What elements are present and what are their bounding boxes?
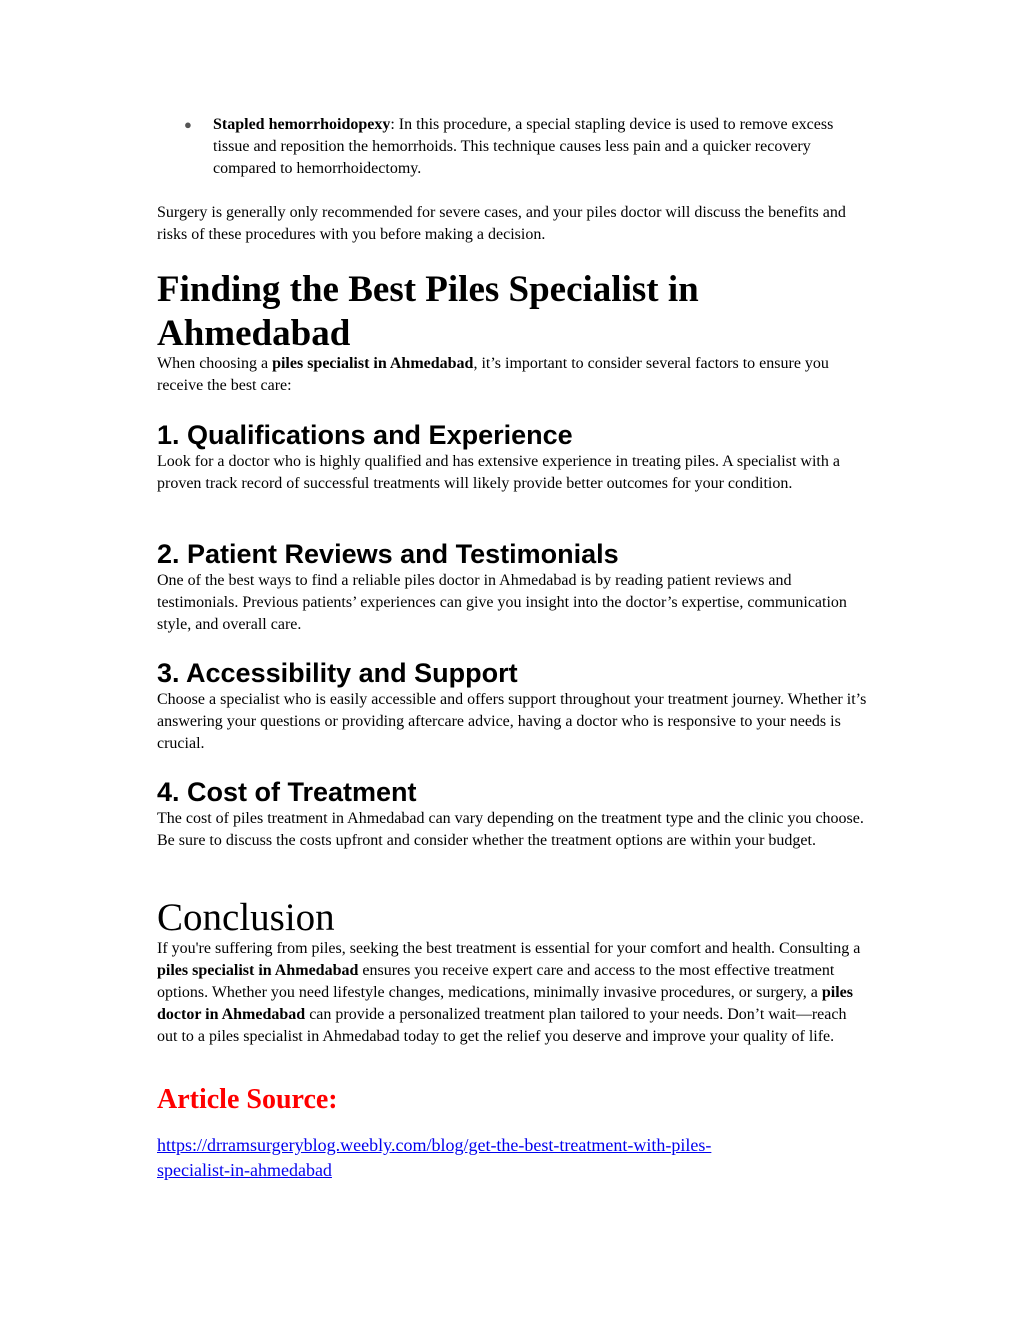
- factor-1-text: Look for a doctor who is highly qualified and has extensive experience in treating piles. A specialist with a proven track record of successful treatments will likely provide better outcomes for your condition.: [157, 453, 840, 492]
- factor-2-text: One of the best ways to find a reliable piles doctor in Ahmedabad is by reading patient reviews and testimonials. Previous patients’ experiences can give you insight into the doctor’s expertise, communication style, and overall care.: [157, 572, 847, 633]
- conclusion-part1: If you're suffering from piles, seeking the best treatment is essential for your comfort and health. Consulting a: [157, 940, 861, 957]
- finding-intro-before: When choosing a: [157, 355, 273, 372]
- conclusion-text: [157, 938, 869, 1048]
- factor-3-title: 3. Accessibility and Support: [157, 658, 518, 688]
- article-source-link[interactable]: [157, 1133, 869, 1183]
- surgery-note: Surgery is generally only recommended for severe cases, and your piles doctor will discuss the benefits and risks of these procedures with you before making a decision.: [157, 204, 846, 243]
- finding-intro: [157, 353, 869, 397]
- factor-2-title: 2. Patient Reviews and Testimonials: [157, 539, 619, 569]
- factor-3-text: Choose a specialist who is easily accessible and offers support throughout your treatment journey. Whether it’s answering your questions or providing aftercare advice, having a doctor who is responsive to your needs is crucial.: [157, 691, 867, 752]
- bullet-item-stapled-hemorrhoidopexy: [213, 114, 873, 180]
- article-source-heading: Article Source:: [157, 1084, 338, 1115]
- article-source-url-line1[interactable]: https://drramsurgeryblog.weebly.com/blog/get-the-best-treatment-with-piles-: [157, 1135, 712, 1155]
- factor-1-title: 1. Qualifications and Experience: [157, 420, 573, 450]
- bullet-term: Stapled hemorrhoidopexy: [213, 116, 391, 133]
- conclusion-part3: can provide a personalized treatment plan tailored to your needs. Don’t wait—reach out to a piles specialist in Ahmedabad today to get the relief you deserve and improve your quality of life.: [157, 1006, 847, 1045]
- conclusion-heading: Conclusion: [157, 896, 335, 939]
- factor-4-title: 4. Cost of Treatment: [157, 777, 417, 807]
- finding-intro-bold: piles specialist in Ahmedabad: [272, 355, 474, 372]
- bullet-text: : In this procedure, a special stapling device is used to remove excess tissue and reposition the hemorrhoids. This technique causes less pain and a quicker recovery compared to hemorrhoidectomy.: [213, 116, 834, 177]
- article-source-url-line2[interactable]: specialist-in-ahmedabad: [157, 1160, 332, 1180]
- factor-4-text: The cost of piles treatment in Ahmedabad can vary depending on the treatment type and the clinic you choose. Be sure to discuss the costs upfront and consider whether the treatment options are within your budget.: [157, 810, 864, 849]
- finding-intro-after: , it’s important to consider several factors to ensure you receive the best care:: [157, 355, 829, 394]
- bullet-dot-icon: ●: [184, 117, 192, 132]
- conclusion-part2: ensures you receive expert care and access to the most effective treatment options. Whether you need lifestyle changes, medications, minimally invasive procedures, or surgery, a: [157, 962, 835, 1001]
- conclusion-bold2: piles doctor in Ahmedabad: [157, 984, 853, 1023]
- finding-heading: Finding the Best Piles Specialist in Ahmedabad: [157, 269, 699, 354]
- conclusion-bold1: piles specialist in Ahmedabad: [157, 962, 359, 979]
